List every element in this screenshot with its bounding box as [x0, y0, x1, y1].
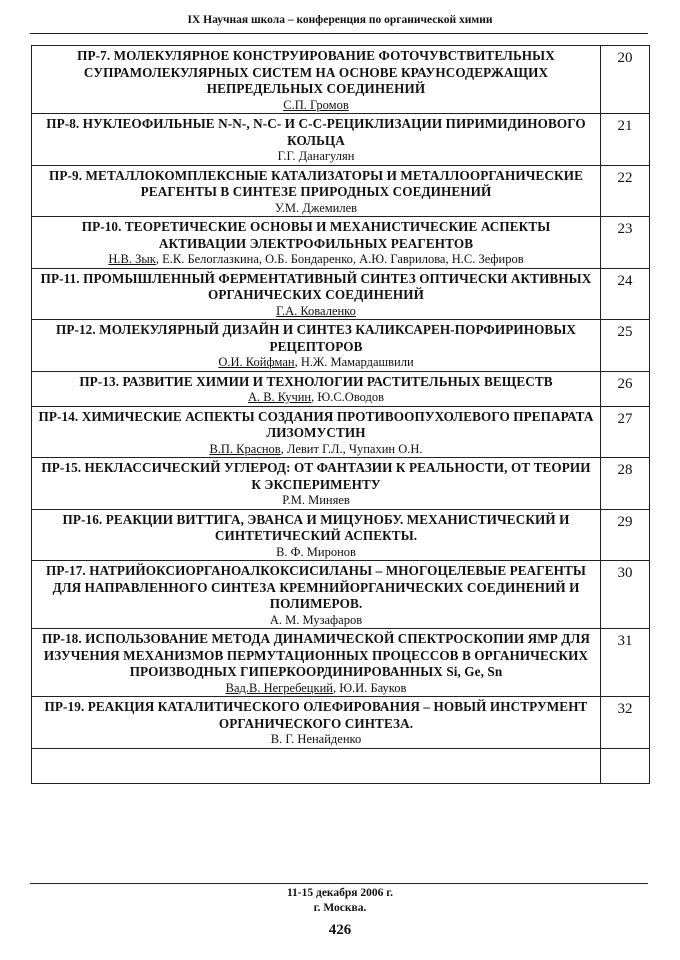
talk-title: ПР-12. МОЛЕКУЛЯРНЫЙ ДИЗАЙН И СИНТЕЗ КАЛИКСАРЕН-ПОРФИРИНОВЫХ РЕЦЕПТОРОВ [55, 322, 576, 354]
co-authors: , Ю.И. Бауков [332, 680, 407, 695]
co-authors: , Левит Г.Л., Чупахин О.Н. [280, 441, 423, 456]
talk-authors [32, 252, 600, 268]
page-ref: 26 [601, 371, 650, 406]
toc-entry-cell [32, 458, 601, 510]
co-authors: , Н.Ж. Мамардашвили [294, 355, 414, 369]
empty-cell [32, 748, 601, 783]
presenting-author: Н.В. Зык [108, 252, 156, 266]
toc-row [32, 165, 650, 217]
toc-entry-cell [32, 320, 601, 372]
page-ref: 31 [601, 629, 650, 697]
talk-title: ПР-9. МЕТАЛЛОКОМПЛЕКСНЫЕ КАТАЛИЗАТОРЫ И МЕТАЛЛООРГАНИЧЕСКИЕ РЕАГЕНТЫ В СИНТЕЗЕ ПРИРОДНЫХ СОЕДИНЕНИЙ [49, 167, 583, 199]
co-authors: , Ю.С.Оводов [311, 390, 385, 404]
talk-title: ПР-13. РАЗВИТИЕ ХИМИИ И ТЕХНОЛОГИИ РАСТИТЕЛЬНЫХ ВЕЩЕСТВ [79, 373, 553, 389]
co-authors: Р.М. Миняев [282, 493, 350, 507]
page-ref: 21 [601, 114, 650, 166]
toc-row [32, 458, 650, 510]
talk-authors [32, 545, 600, 561]
talk-title: ПР-16. РЕАКЦИИ ВИТТИГА, ЭВАНСА И МИЦУНОБУ. МЕХАНИСТИЧЕСКИЙ И СИНТЕТИЧЕСКИЙ АСПЕКТЫ. [62, 511, 570, 543]
toc-row [32, 114, 650, 166]
page-number: 426 [328, 922, 352, 938]
co-authors: , Е.К. Белоглазкина, О.Б. Бондаренко, А.Ю. Гаврилова, Н.С. Зефиров [155, 252, 524, 266]
toc-row [32, 46, 650, 114]
co-authors: В. Ф. Миронов [276, 544, 356, 559]
page-ref: 22 [601, 165, 650, 217]
talk-authors [32, 613, 600, 629]
page-ref: 28 [601, 458, 650, 510]
toc-entry-cell [32, 46, 601, 114]
footer-rule [30, 883, 648, 884]
presenting-author: Г.А. Коваленко [276, 303, 356, 318]
toc-row [32, 509, 650, 561]
talk-title: ПР-18. ИСПОЛЬЗОВАНИЕ МЕТОДА ДИНАМИЧЕСКОЙ СПЕКТРОСКОПИИ ЯМР ДЛЯ ИЗУЧЕНИЯ МЕХАНИЗМОВ ПЕРМУТАЦИОННЫХ ПРОЦЕССОВ В ОРГАНИЧЕСКИХ ПРОИЗВОДНЫХ ГИПЕРКООРДИНИРОВАННЫХ Si, Ge, Sn [41, 631, 591, 679]
empty-row [32, 748, 650, 783]
page-ref: 24 [601, 268, 650, 320]
contents-table [31, 45, 650, 784]
toc-row [32, 629, 650, 697]
toc-entry-cell [32, 561, 601, 629]
page-ref: 32 [601, 697, 650, 749]
presenting-author: А. В. Кучин [247, 390, 312, 404]
toc-row [32, 320, 650, 372]
toc-entry-cell [32, 165, 601, 217]
conference-city: г. Москва. [313, 902, 367, 914]
talk-title: ПР-14. ХИМИЧЕСКИЕ АСПЕКТЫ СОЗДАНИЯ ПРОТИВООПУХОЛЕВОГО ПРЕПАРАТА ЛИЗОМУСТИН [38, 408, 594, 440]
toc-entry-cell [32, 114, 601, 166]
toc-row [32, 697, 650, 749]
page-ref: 23 [601, 217, 650, 269]
talk-authors [32, 732, 600, 748]
talk-title: ПР-17. НАТРИЙОКСИОРГАНОАЛКОКСИСИЛАНЫ – МНОГОЦЕЛЕВЫЕ РЕАГЕНТЫ ДЛЯ НАПРАВЛЕННОГО СИНТЕЗА КРЕМНИЙОРГАНИЧЕСКИХ СОЕДИНЕНИЙ И ПОЛИМЕРОВ. [46, 563, 586, 611]
presenting-author: В.П. Краснов [209, 441, 281, 456]
talk-authors [32, 98, 600, 114]
presenting-author: С.П. Громов [283, 97, 349, 112]
toc-row [32, 371, 650, 406]
co-authors: В. Г. Ненайденко [270, 732, 362, 746]
talk-title: ПР-7. МОЛЕКУЛЯРНОЕ КОНСТРУИРОВАНИЕ ФОТОЧУВСТВИТЕЛЬНЫХ СУПРАМОЛЕКУЛЯРНЫХ СИСТЕМ НА ОСНОВЕ КРАУНСОДЕРЖАЩИХ НЕПРЕДЕЛЬНЫХ СОЕДИНЕНИЙ [77, 48, 555, 96]
toc-entry-cell [32, 371, 601, 406]
toc-row [32, 406, 650, 458]
talk-title: ПР-11. ПРОМЫШЛЕННЫЙ ФЕРМЕНТАТИВНЫЙ СИНТЕЗ ОПТИЧЕСКИ АКТИВНЫХ ОРГАНИЧЕСКИХ СОЕДИНЕНИЙ [40, 270, 592, 302]
talk-authors [32, 201, 600, 217]
header-rule [30, 33, 648, 34]
talk-authors [32, 355, 600, 371]
page-ref: 30 [601, 561, 650, 629]
talk-authors [32, 149, 600, 165]
toc-row [32, 561, 650, 629]
page-ref: 20 [601, 46, 650, 114]
toc-row [32, 217, 650, 269]
co-authors: У.М. Джемилев [274, 200, 358, 215]
toc-entry-cell [32, 697, 601, 749]
toc-entry-cell [32, 217, 601, 269]
toc-entry-cell [32, 268, 601, 320]
talk-title: ПР-15. НЕКЛАССИЧЕСКИЙ УГЛЕРОД: ОТ ФАНТАЗИИ К РЕАЛЬНОСТИ, ОТ ТЕОРИИ К ЭКСПЕРИМЕНТУ [41, 460, 591, 492]
talk-title: ПР-19. РЕАКЦИЯ КАТАЛИТИЧЕСКОГО ОЛЕФИРОВАНИЯ – НОВЫЙ ИНСТРУМЕНТ ОРГАНИЧЕСКОГО СИНТЕЗА. [44, 699, 588, 731]
talk-authors [32, 390, 600, 406]
empty-page-cell [601, 748, 650, 783]
presenting-author: О.И. Койфман [218, 355, 295, 369]
conference-dates: 11-15 декабря 2006 г. [286, 887, 394, 899]
co-authors: А. М. Музафаров [269, 612, 363, 627]
page-ref: 29 [601, 509, 650, 561]
page-ref: 25 [601, 320, 650, 372]
page-ref: 27 [601, 406, 650, 458]
toc-entry-cell [32, 406, 601, 458]
co-authors: Г.Г. Данагулян [277, 149, 355, 163]
toc-row [32, 268, 650, 320]
toc-entry-cell [32, 629, 601, 697]
talk-authors [32, 681, 600, 697]
talk-title: ПР-10. ТЕОРЕТИЧЕСКИЕ ОСНОВЫ И МЕХАНИСТИЧЕСКИЕ АСПЕКТЫ АКТИВАЦИИ ЭЛЕКТРОФИЛЬНЫХ РЕАГЕНТОВ [81, 219, 551, 251]
presenting-author: Вад.В. Негребецкий [225, 680, 333, 695]
talk-authors [32, 493, 600, 509]
toc-entry-cell [32, 509, 601, 561]
talk-authors [32, 442, 600, 458]
talk-authors [32, 304, 600, 320]
talk-title: ПР-8. НУКЛЕОФИЛЬНЫЕ N-N-, N-C- И C-C-РЕЦИКЛИЗАЦИИ ПИРИМИДИНОВОГО КОЛЬЦА [46, 116, 586, 148]
running-header: IX Научная школа – конференция по органической химии [187, 14, 493, 26]
